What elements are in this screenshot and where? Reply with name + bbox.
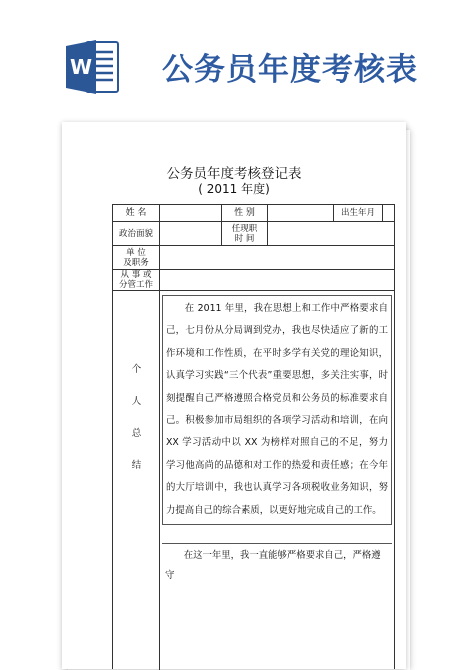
- word-logo-letter: W: [69, 55, 93, 79]
- summary-label-char-1: 个: [131, 364, 142, 375]
- appoint-value: [268, 222, 396, 245]
- header-banner: [0, 0, 474, 112]
- appoint-label-line2: 时 间: [234, 233, 255, 244]
- form-row-work: [113, 270, 394, 291]
- unit-value: [160, 246, 396, 269]
- summary-paragraph-1: 在 2011 年里，我在思想上和工作中严格要求自己，七月份从分局调到党办，我也尽快适应了新的工作环境和工作性质，在平时多学有关党的理论知识，认真学习实践“三个代表”重要思想，多关注实事，时刻提醒自己严格遵照合格党员和公务员的标准要求自己。积极参加市局组织的各项学习活动和培训，在向 XX 学习活动中以 XX 为榜样对照自己的不足，努力学习他高尚的品德和对工作的热爱和责任感；在今年的大厅培训中，我也认真学习各项税收业务知识，努力提高自己的综合素质，以更好地完成自己的工作。: [166, 303, 388, 516]
- summary-paragraph-box: [162, 295, 392, 525]
- document-page: [62, 122, 406, 669]
- work-label-line2: 分管工作: [118, 280, 153, 290]
- form-row-summary: [113, 291, 394, 670]
- summary-label-char-3: 总: [131, 428, 142, 439]
- summary-paragraph-2: 在这一年里，我一直能够严格要求自己，严格遵守: [165, 550, 381, 581]
- summary-label-char-4: 结: [131, 460, 142, 471]
- work-label: [113, 270, 160, 290]
- registration-form: [112, 204, 395, 669]
- document-title: 公务员年度考核登记表: [166, 166, 302, 182]
- name-value: [160, 205, 222, 221]
- politics-value: [160, 222, 222, 245]
- summary-label: [113, 291, 160, 670]
- unit-label: [113, 246, 160, 269]
- word-icon: [66, 38, 120, 96]
- appoint-label-line1: 任现职: [231, 223, 258, 234]
- politics-label: 政治面貌: [113, 222, 160, 245]
- work-value: [160, 270, 396, 290]
- gender-value: [268, 205, 334, 221]
- summary-label-char-2: 人: [131, 396, 142, 407]
- form-row-unit: [113, 246, 394, 270]
- unit-label-line2: 及职务: [123, 257, 149, 268]
- birth-value: [383, 205, 396, 221]
- name-label: 姓 名: [113, 205, 160, 221]
- gender-label: 性 别: [222, 205, 268, 221]
- summary-paragraph-box-2: [162, 543, 392, 583]
- form-row-basic: [113, 205, 394, 222]
- work-label-line1: 从 事 或: [120, 270, 152, 280]
- form-row-politics: [113, 222, 394, 246]
- document-subtitle: ( 2011 年度): [198, 182, 270, 196]
- appoint-label: [222, 222, 268, 245]
- banner-title: 公务员年度考核表: [162, 52, 418, 88]
- unit-label-line1: 单 位: [126, 247, 146, 258]
- birth-label: 出生年月: [334, 205, 383, 221]
